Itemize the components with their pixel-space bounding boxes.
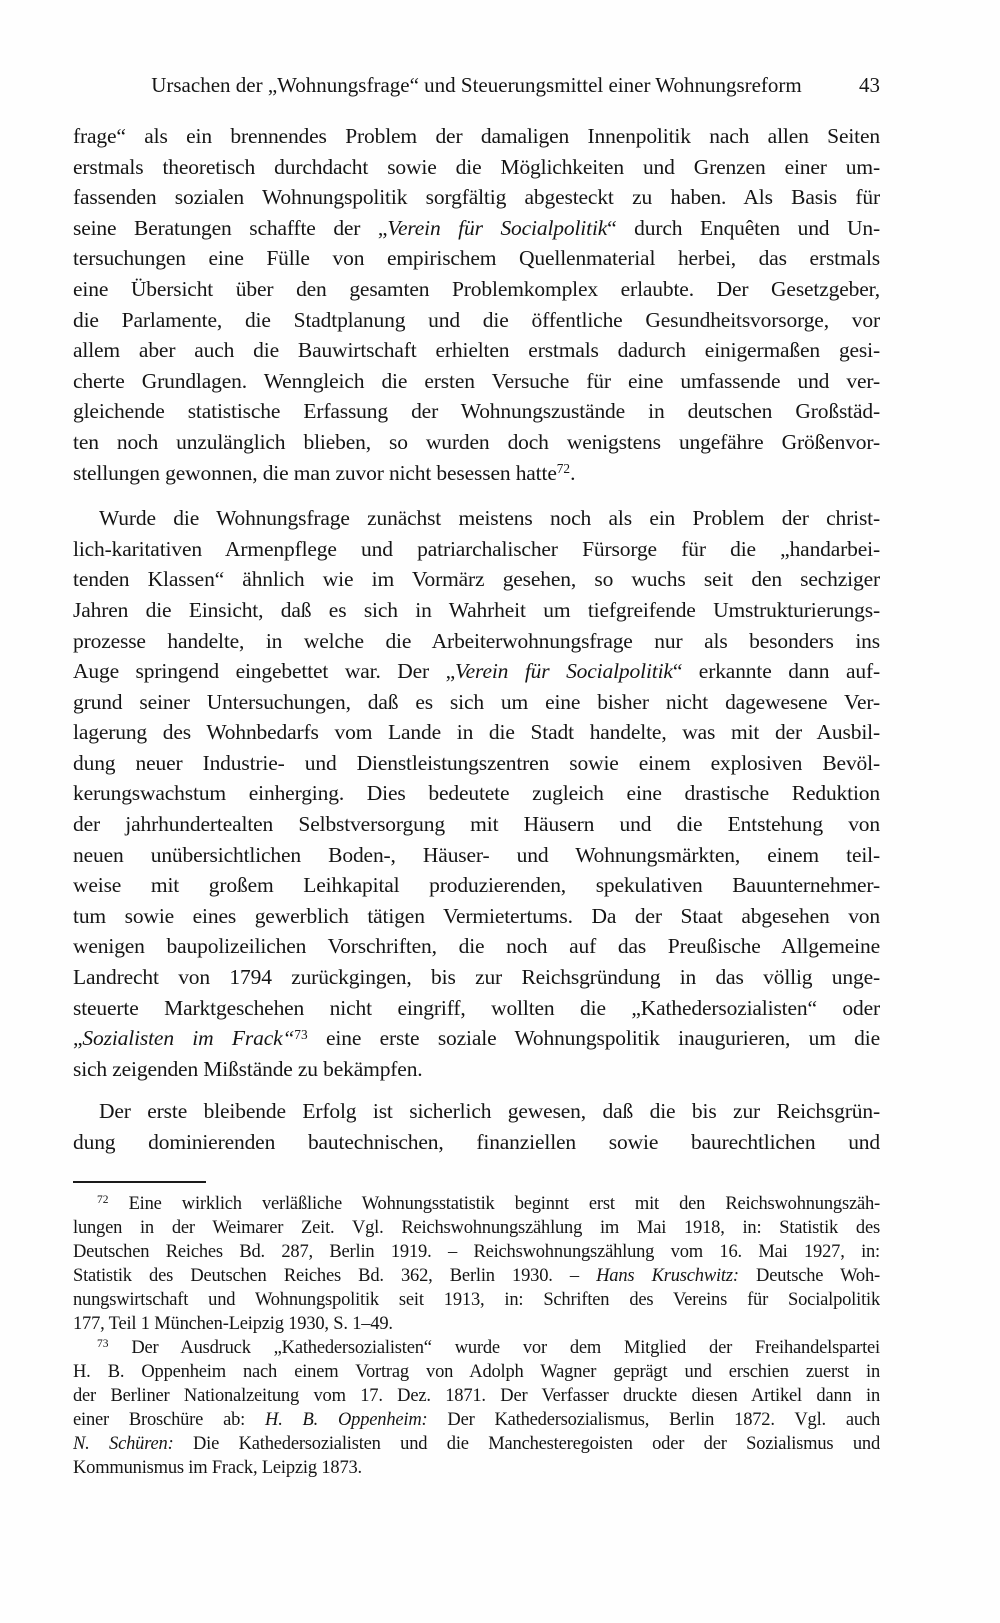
text-segment: “ erkannte dann auf- <box>672 659 880 684</box>
text-segment: N. Schüren: <box>73 1434 174 1454</box>
text-segment: seine Beratungen schaffte der „ <box>73 215 388 240</box>
text-segment: tersuchungen eine Fülle von empirischem Quellenmaterial herbei, das erstmals <box>73 246 880 271</box>
text-segment: Verein für Socialpolitik <box>387 215 608 240</box>
text-line <box>73 503 880 534</box>
text-segment: einer Broschüre ab: <box>73 1410 266 1430</box>
text-line <box>73 1360 880 1384</box>
text-segment: dung neuer Industrie- und Dienstleistungszentren sowie einem explosiven Bevöl- <box>73 750 880 775</box>
paragraph <box>73 121 880 491</box>
text-segment: eine Übersicht über den gesamten Problemkomplex erlaubte. Der Gesetzgeber, <box>73 276 880 301</box>
text-line <box>73 809 880 840</box>
text-segment: H. B. Oppenheim: <box>265 1410 428 1430</box>
text-segment: Der Ausdruck „Kathedersozialisten“ wurde vor dem Mitglied der Freihandelspartei <box>108 1338 880 1358</box>
text-line <box>73 778 880 809</box>
text-line <box>73 1288 880 1312</box>
text-line <box>73 595 880 626</box>
paragraph <box>73 1096 880 1157</box>
text-line <box>73 1408 880 1432</box>
text-line <box>73 931 880 962</box>
text-segment: ten noch unzulänglich blieben, so wurden doch wenigstens ungefähre Größenvor- <box>73 429 880 454</box>
text-line <box>73 1432 880 1456</box>
text-segment: cherte Grundlagen. Wenngleich die ersten Versuche für eine umfassende und ver- <box>73 368 880 393</box>
text-segment: Deutsche Woh- <box>738 1266 880 1286</box>
text-segment: kerungswachstum einherging. Dies bedeutete zugleich eine drastische Reduktion <box>73 781 880 806</box>
text-segment: Der erste bleibende Erfolg ist sicherlich gewesen, daß die bis zur Reichsgrün- <box>99 1099 880 1124</box>
text-line <box>73 1456 880 1480</box>
text-line <box>73 717 880 748</box>
footnote-ref: 73 <box>294 1026 308 1042</box>
text-line <box>73 1054 880 1085</box>
text-line <box>73 534 880 565</box>
text-line <box>73 1023 880 1054</box>
text-line <box>73 1264 880 1288</box>
text-segment: Landrecht von 1794 zurückgingen, bis zur Reichsgründung in das völlig unge- <box>73 965 880 990</box>
text-line <box>73 1336 880 1360</box>
text-line <box>73 840 880 871</box>
text-segment: Verein für Socialpolitik <box>455 659 673 684</box>
text-segment: tum sowie eines gewerblich tätigen Vermietertums. Da der Staat abgesehen von <box>73 903 880 928</box>
text-segment: weise mit großem Leihkapital produzierenden, spekulativen Bauunternehmer- <box>73 873 880 898</box>
text-segment: die Parlamente, die Stadtplanung und die öffentliche Gesundheitsvorsorge, vor <box>73 307 880 332</box>
text-segment: wenigen baupolizeilichen Vorschriften, die noch auf das Preußische Allgemeine <box>73 934 880 959</box>
text-line <box>73 870 880 901</box>
text-segment: lagerung des Wohnbedarfs vom Lande in die Stadt handelte, was mit der Ausbil- <box>73 720 880 745</box>
text-line <box>73 1312 880 1336</box>
text-segment: tenden Klassen“ ähnlich wie im Vormärz gesehen, so wuchs seit den sechziger <box>73 567 880 592</box>
text-line <box>73 1192 880 1216</box>
text-segment: lungen in der Weimarer Zeit. Vgl. Reichswohnungszählung im Mai 1918, in: Statistik des <box>73 1218 880 1238</box>
text-segment: Auge springend eingebettet war. Der „ <box>73 659 456 684</box>
text-segment: “ durch Enquêten und Un- <box>607 215 880 240</box>
text-segment: . <box>570 460 576 485</box>
text-segment: H. B. Oppenheim nach einem Vortrag von Adolph Wagner geprägt und erschien zuerst in <box>73 1362 880 1382</box>
text-line <box>73 366 880 397</box>
text-segment: dung dominierenden bautechnischen, finanziellen sowie baurechtlichen und <box>73 1130 880 1154</box>
text-segment: Statistik des Deutschen Reiches Bd. 362, Berlin 1930. – <box>73 1266 597 1286</box>
text-segment: Wurde die Wohnungsfrage zunächst meistens noch als ein Problem der christ- <box>99 506 880 531</box>
text-segment: lich-karitativen Armenpflege und patriarchalischer Fürsorge für die „handarbei- <box>73 536 880 561</box>
text-line <box>73 687 880 718</box>
text-segment: “ <box>282 1026 295 1051</box>
text-segment: der jahrhundertealten Selbstversorgung mit Häusern und die Entstehung von <box>73 812 880 837</box>
paragraph <box>73 503 880 1084</box>
text-line <box>73 396 880 427</box>
text-segment: stellungen gewonnen, die man zuvor nicht besessen hatte <box>73 460 557 485</box>
text-segment: allem aber auch die Bauwirtschaft erhielten erstmals dadurch einigermaßen gesi- <box>73 338 880 363</box>
text-segment: der Berliner Nationalzeitung vom 17. Dez. 1871. Der Verfasser druckte diesen Artikel dann in <box>73 1386 880 1406</box>
footnote <box>73 1192 880 1336</box>
text-line <box>73 1384 880 1408</box>
text-segment: fassenden sozialen Wohnungspolitik sorgfältig abgesteckt zu haben. Als Basis für <box>73 185 880 210</box>
text-line <box>73 1096 880 1127</box>
text-line <box>73 274 880 305</box>
text-line <box>73 1216 880 1240</box>
text-segment: Jahren die Einsicht, daß es sich in Wahrheit um tiefgreifende Umstrukturierungs- <box>73 597 880 622</box>
text-line <box>73 458 880 492</box>
page-number: 43 <box>859 73 880 97</box>
footnotes <box>73 1192 880 1480</box>
text-line <box>73 564 880 595</box>
text-segment: neuen unübersichtlichen Boden-, Häuser- und Wohnungsmärkten, einem teil- <box>73 842 880 867</box>
text-line <box>73 993 880 1024</box>
running-title: Ursachen der „Wohnungsfrage“ und Steuerungsmittel einer Wohnungsreform <box>151 73 802 97</box>
text-segment: prozesse handelte, in welche die Arbeiterwohnungsfrage nur als besonders ins <box>73 628 880 653</box>
text-segment: sich zeigenden Mißstände zu bekämpfen. <box>73 1056 423 1081</box>
text-line <box>73 748 880 779</box>
footnote-separator <box>73 1181 206 1183</box>
footnote-ref: 72 <box>97 1194 109 1207</box>
text-segment: Hans Kruschwitz: <box>596 1266 739 1286</box>
text-segment: erstmals theoretisch durchdacht sowie die Möglichkeiten und Grenzen einer um- <box>73 154 880 179</box>
text-line <box>73 901 880 932</box>
text-line <box>73 213 880 244</box>
text-segment: „ <box>73 1026 83 1051</box>
text-line <box>73 626 880 657</box>
text-line <box>73 1240 880 1264</box>
text-segment: Die Kathedersozialisten und die Manchesteregoisten oder der Sozialismus und <box>173 1434 880 1454</box>
text-line <box>73 1127 880 1158</box>
footnote-ref: 73 <box>97 1338 109 1351</box>
text-segment: Deutschen Reiches Bd. 287, Berlin 1919. – Reichswohnungszählung vom 16. Mai 1927, in: <box>73 1242 880 1262</box>
text-line <box>73 962 880 993</box>
text-segment: gleichende statistische Erfassung der Wohnungszustände in deutschen Großstäd- <box>73 399 880 424</box>
text-line <box>73 182 880 213</box>
text-segment: Der Kathedersozialismus, Berlin 1872. Vgl. auch <box>427 1410 880 1430</box>
text-line <box>73 152 880 183</box>
text-line <box>73 305 880 336</box>
footnote <box>73 1336 880 1480</box>
text-segment: nungswirtschaft und Wohnungspolitik seit 1913, in: Schriften des Vereins für Socialpolitik <box>73 1290 880 1310</box>
text-line <box>73 656 880 687</box>
text-line <box>73 427 880 458</box>
text-segment: eine erste soziale Wohnungspolitik inaugurieren, um die <box>307 1026 880 1051</box>
text-segment: steuerte Marktgeschehen nicht eingriff, wollten die „Kathedersozialisten“ oder <box>73 995 880 1020</box>
text-segment: 177, Teil 1 München-Leipzig 1930, S. 1–49. <box>73 1314 393 1334</box>
text-segment: grund seiner Untersuchungen, daß es sich um eine bisher nicht dagewesene Ver- <box>73 689 880 714</box>
text-segment: Sozialisten im Frack <box>82 1026 283 1051</box>
text-segment: Eine wirklich verläßliche Wohnungsstatistik beginnt erst mit den Reichswohnungszäh- <box>108 1194 880 1214</box>
text-line <box>73 335 880 366</box>
text-line <box>73 121 880 152</box>
main-text <box>73 121 880 1158</box>
text-segment: Kommunismus im Frack, Leipzig 1873. <box>73 1458 362 1478</box>
text-line <box>73 243 880 274</box>
footnote-ref: 72 <box>556 460 571 476</box>
text-segment: frage“ als ein brennendes Problem der damaligen Innenpolitik nach allen Seiten <box>73 124 880 148</box>
